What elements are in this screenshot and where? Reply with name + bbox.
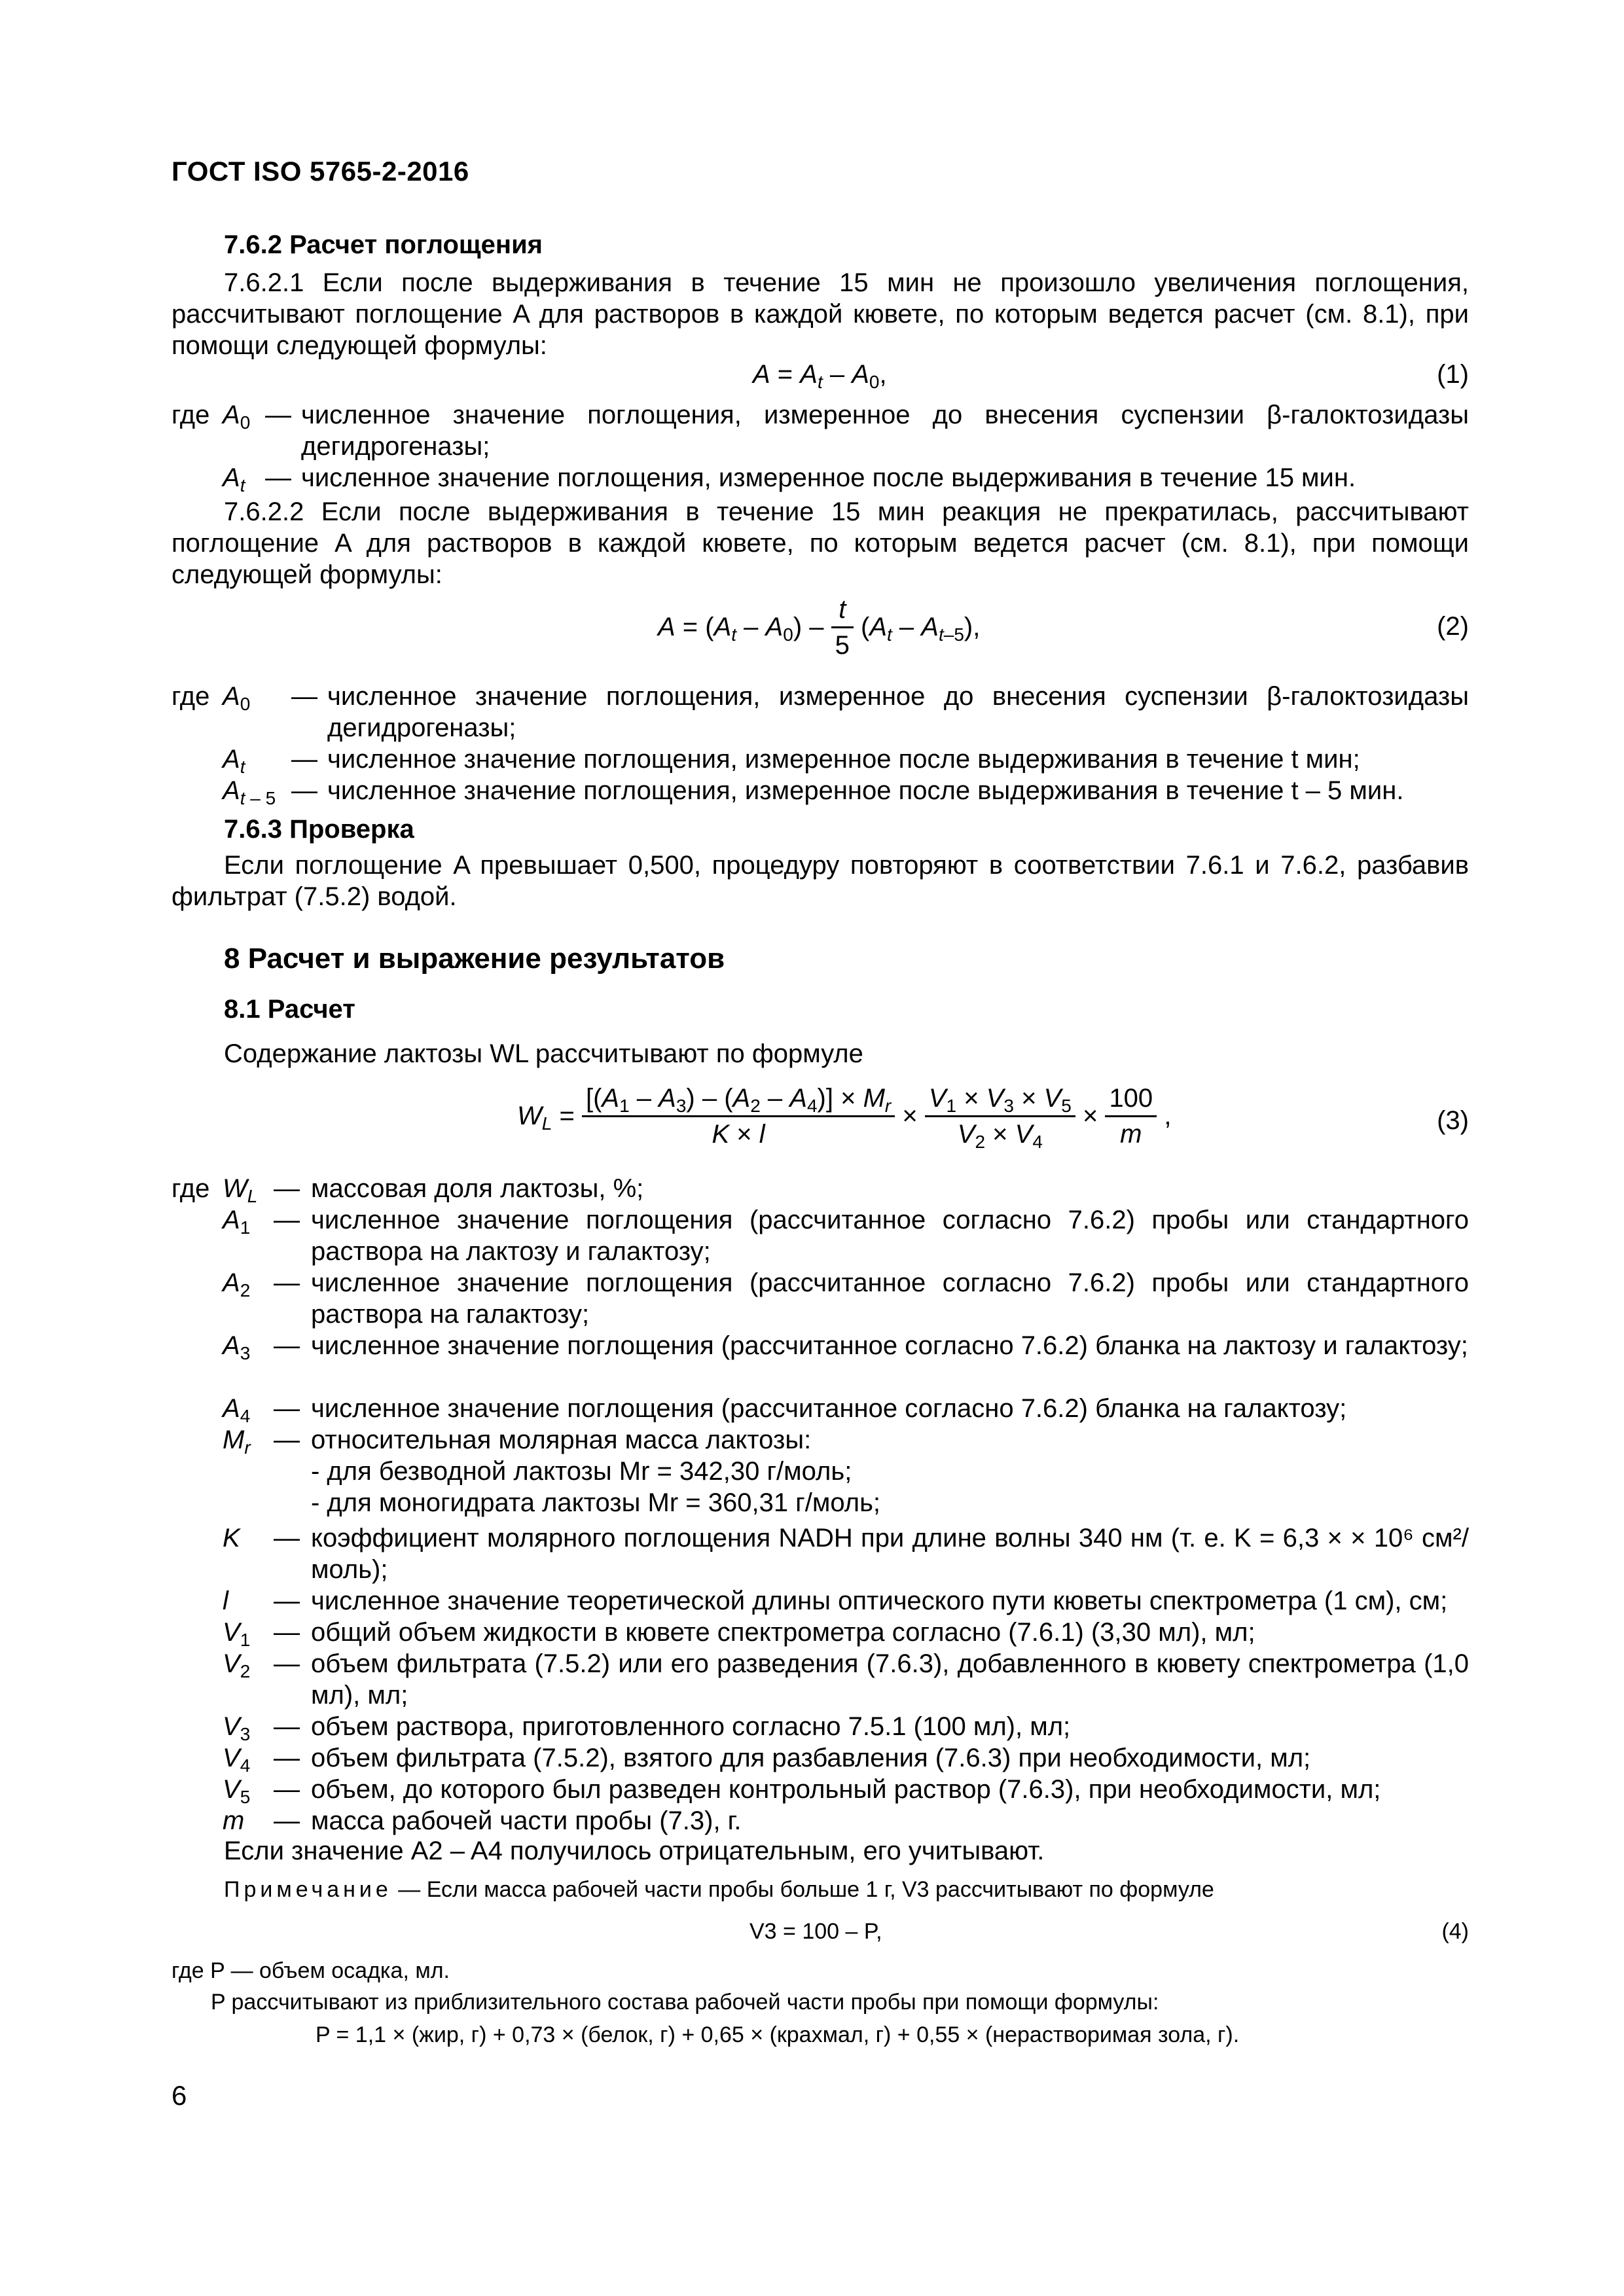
legend-symbol: m: [223, 1806, 245, 1835]
mr-item-monohydrate: - для моногидрата лактозы Mr = 360,31 г/моль;: [311, 1488, 881, 1517]
legend-text: объем, до которого был разведен контрольный раствор (7.6.3), при необходимости, мл;: [311, 1775, 1381, 1804]
legend-text: численное значение поглощения, измеренное после выдерживания в течение 15 мин.: [301, 463, 1356, 492]
legend-symbol: $V_5$: [223, 1775, 251, 1807]
legend-symbol: K: [223, 1524, 240, 1552]
legend-dash: —: [274, 1268, 300, 1297]
legend-text: объем фильтрата (7.5.2) или его разведения (7.6.3), добавленного в кювету спектрометра (1,0 мл), мл;: [311, 1649, 1469, 1710]
note-where: где P — объем осадка, мл.: [171, 1958, 450, 1983]
legend-symbol: $V_1$: [223, 1618, 251, 1650]
legend-symbol: $A_{t - 5}$: [223, 776, 276, 808]
paragraph-7-6-2-2-text: 7.6.2.2 Если после выдерживания в течение 15 мин реакция не прекратилась, рассчитывают поглощение A для растворов в каждой кювете, по которым ведется расчет (см. 8.1), при помощи следующей формулы:: [171, 497, 1469, 589]
legend-symbol: $A_4$: [223, 1394, 251, 1426]
formula-4: V3 = 100 – P,: [749, 1919, 882, 1944]
legend-symbol: $M_r$: [223, 1426, 251, 1458]
legend-text: численное значение поглощения (рассчитанное согласно 7.6.2) пробы или стандартного раствора на лактозу и галактозу;: [311, 1206, 1469, 1266]
section-heading-7-6-2: 7.6.2 Расчет поглощения: [224, 230, 543, 259]
legend-symbol: $A_t$: [223, 463, 245, 495]
legend-where-label: где: [171, 682, 210, 711]
paragraph-7-6-2-2: [171, 496, 1469, 590]
legend-dash: —: [291, 682, 317, 711]
note-paragraph: P рассчитывают из приблизительного состава рабочей части пробы при помощи формулы:: [211, 1990, 1159, 2015]
formula-3: $W_L$ = $\frac{[(A_1 - A_3) - (A_2 - A_4)] \times M_r}{K \times l}$ × $\frac{V_1 \times V_3 \times V_5}{V_2 \times V_4}$ × $\frac{100}{m}$ ,: [517, 1081, 1171, 1151]
legend-dash: —: [265, 463, 291, 492]
legend-formula-1: [0, 399, 1624, 497]
legend-dash: —: [274, 1744, 300, 1772]
legend-symbol: $V_2$: [223, 1649, 251, 1681]
note-line: [224, 1877, 1214, 1903]
formula-1: $A = A_t - A_0$,: [753, 360, 887, 392]
legend-text: численное значение поглощения, измеренное до внесения суспензии β-галоктозидазы дегидрогеназы;: [327, 682, 1469, 742]
legend-formula-2: [0, 681, 1624, 812]
page-number: 6: [171, 2080, 187, 2111]
note-text: — Если масса рабочей части пробы больше 1 г, V3 рассчитывают по формуле: [398, 1877, 1214, 1902]
legend-dash: —: [274, 1587, 300, 1615]
legend-text: численное значение поглощения, измеренное до внесения суспензии β-галоктозидазы дегидрогеназы;: [301, 401, 1469, 461]
legend-dash: —: [265, 401, 291, 429]
legend-dash: —: [291, 776, 317, 805]
legend-where-label: где: [171, 1174, 210, 1203]
legend-text: численное значение поглощения (рассчитанное согласно 7.6.2) бланка на галактозу;: [311, 1394, 1347, 1423]
paragraph-7-6-3: Если поглощение A превышает 0,500, процедуру повторяют в соответствии 7.6.1 и 7.6.2, разбавив фильтрат (7.5.2) водой.: [171, 851, 1469, 911]
section-heading-8-1: 8.1 Расчет: [224, 995, 355, 1024]
paragraph-7-6-2-1-text: 7.6.2.1 Если после выдерживания в течение 15 мин не произошло увеличения поглощения, рассчитывают поглощение A для растворов в каждой кювете, по которым ведется расчет (см. 8.1), при помощи следующей формулы:: [171, 268, 1469, 360]
legend-formula-3: [0, 1173, 1624, 1834]
legend-text: масса рабочей части пробы (7.3), г.: [311, 1806, 742, 1835]
legend-text: численное значение поглощения (рассчитанное согласно 7.6.2) бланка на лактозу и галактозу;: [311, 1331, 1468, 1360]
equation-number-1: (1): [1437, 360, 1469, 389]
document-header: ГОСТ ISO 5765-2-2016: [171, 156, 469, 187]
legend-dash: —: [291, 745, 317, 774]
negative-value-note: Если значение A2 – A4 получилось отрицательным, его учитывают.: [224, 1837, 1045, 1865]
legend-symbol: $A_t$: [223, 745, 245, 777]
legend-where-label: где: [171, 401, 210, 429]
note-formula: P = 1,1 × (жир, г) + 0,73 × (белок, г) + 0,65 × (крахмал, г) + 0,55 × (нерастворимая зола, г).: [316, 2022, 1240, 2047]
mr-item-anhydrous: - для безводной лактозы Mr = 342,30 г/моль;: [311, 1457, 852, 1486]
legend-dash: —: [274, 1206, 300, 1234]
legend-dash: —: [274, 1806, 300, 1835]
legend-dash: —: [274, 1712, 300, 1741]
legend-text: общий объем жидкости в кювете спектрометра согласно (7.6.1) (3,30 мл), мл;: [311, 1618, 1255, 1647]
paragraph-8-1-intro-text: Содержание лактозы WL рассчитывают по формуле: [224, 1039, 863, 1068]
legend-symbol: $A_0$: [223, 401, 251, 433]
legend-symbol: $W_L$: [223, 1174, 258, 1206]
legend-dash: —: [274, 1174, 300, 1203]
paragraph-8-1-intro: [224, 1039, 863, 1069]
legend-text: численное значение поглощения (рассчитанное согласно 7.6.2) пробы или стандартного раствора на галактозу;: [311, 1268, 1469, 1329]
legend-dash: —: [274, 1394, 300, 1423]
legend-text: относительная молярная масса лактозы:: [311, 1426, 812, 1454]
legend-dash: —: [274, 1426, 300, 1454]
legend-text: численное значение поглощения, измеренное после выдерживания в течение t мин;: [327, 745, 1360, 774]
legend-dash: —: [274, 1649, 300, 1678]
legend-text: численное значение теоретической длины оптического пути кюветы спектрометра (1 см), см;: [311, 1587, 1448, 1615]
equation-number-3: (3): [1437, 1106, 1469, 1135]
equation-number-4: (4): [1441, 1919, 1469, 1944]
paragraph-7-6-2-1: [171, 267, 1469, 361]
legend-dash: —: [274, 1775, 300, 1804]
legend-symbol: $A_1$: [223, 1206, 251, 1238]
legend-symbol: l: [223, 1587, 228, 1615]
legend-symbol: $A_0$: [223, 682, 251, 714]
legend-text: массовая доля лактозы, %;: [311, 1174, 644, 1203]
note-label: Примечание: [224, 1877, 392, 1902]
legend-symbol: $V_4$: [223, 1744, 251, 1776]
section-heading-8: 8 Расчет и выражение результатов: [224, 942, 725, 975]
formula-2: $A = (A_t - A_0)$ – $\frac{t}{5}$ $(A_t - A_{t-5})$,: [658, 592, 980, 662]
legend-dash: —: [274, 1618, 300, 1647]
legend-text: коэффициент молярного поглощения NADH при длине волны 340 нм (т. е. K = 6,3 × × 10⁶ см²/моль);: [311, 1524, 1469, 1584]
legend-text: численное значение поглощения, измеренное после выдерживания в течение t – 5 мин.: [327, 776, 1404, 805]
legend-symbol: $A_2$: [223, 1268, 251, 1300]
legend-text: объем фильтрата (7.5.2), взятого для разбавления (7.6.3) при необходимости, мл;: [311, 1744, 1311, 1772]
section-heading-7-6-3: 7.6.3 Проверка: [224, 815, 414, 844]
legend-dash: —: [274, 1331, 300, 1360]
legend-text: объем раствора, приготовленного согласно 7.5.1 (100 мл), мл;: [311, 1712, 1071, 1741]
legend-dash: —: [274, 1524, 300, 1552]
legend-symbol: $V_3$: [223, 1712, 251, 1744]
legend-symbol: $A_3$: [223, 1331, 251, 1363]
equation-number-2: (2): [1437, 612, 1469, 641]
